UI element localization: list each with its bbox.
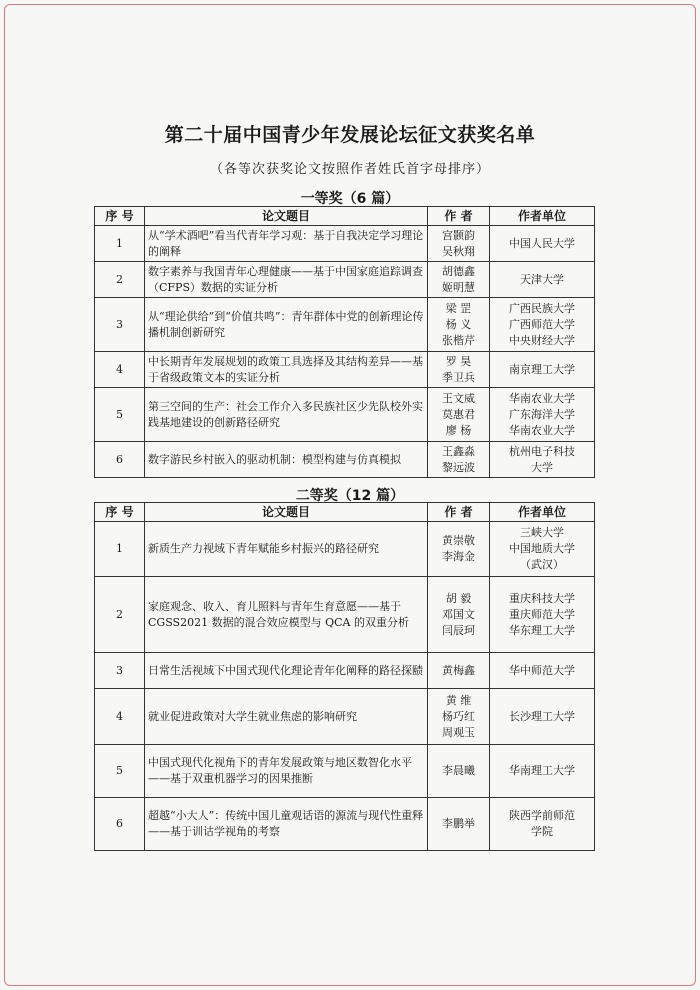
row-topic: 家庭观念、收入、育儿照料与青年生育意愿——基于 CGSS2021 数据的混合效应模型与 QCA 的双重分析 bbox=[145, 577, 428, 653]
row-authors: 王鑫淼 黎远波 bbox=[428, 442, 490, 478]
row-no: 1 bbox=[95, 522, 145, 577]
document-title: 第二十届中国青少年发展论坛征文获奖名单 bbox=[164, 124, 536, 146]
row-units: 中国人民大学 bbox=[490, 226, 595, 262]
header-no: 序 号 bbox=[95, 207, 145, 226]
row-no: 2 bbox=[95, 577, 145, 653]
row-topic: 日常生活视域下中国式现代化理论青年化阐释的路径探赜 bbox=[145, 653, 428, 689]
row-units: 广西民族大学 广西师范大学 中央财经大学 bbox=[490, 298, 595, 352]
row-units: 华南农业大学 广东海洋大学 华南农业大学 bbox=[490, 388, 595, 442]
row-no: 5 bbox=[95, 745, 145, 798]
row-units: 华南理工大学 bbox=[490, 745, 595, 798]
header-authors: 作 者 bbox=[428, 503, 490, 522]
table-row bbox=[95, 442, 595, 478]
row-authors: 宫颢韵 吴秋翔 bbox=[428, 226, 490, 262]
table-row bbox=[95, 262, 595, 298]
row-topic: 新质生产力视域下青年赋能乡村振兴的路径研究 bbox=[145, 522, 428, 577]
table-row bbox=[95, 653, 595, 689]
row-units: 三峡大学 中国地质大学 （武汉） bbox=[490, 522, 595, 577]
table-row bbox=[95, 388, 595, 442]
table-row bbox=[95, 798, 595, 851]
row-authors: 王文威 莫惠君 廖 杨 bbox=[428, 388, 490, 442]
header-unit: 作者单位 bbox=[490, 207, 595, 226]
first-prize-heading: 一等奖（6 篇） bbox=[300, 191, 400, 207]
row-authors: 黄崇敬 李海金 bbox=[428, 522, 490, 577]
row-no: 3 bbox=[95, 653, 145, 689]
row-no: 4 bbox=[95, 689, 145, 745]
table-header-row bbox=[95, 207, 595, 226]
row-units: 陕西学前师范 学院 bbox=[490, 798, 595, 851]
row-topic: 从“理论供给”到“价值共鸣”：青年群体中党的创新理论传播机制创新研究 bbox=[145, 298, 428, 352]
row-no: 2 bbox=[95, 262, 145, 298]
header-topic: 论文题目 bbox=[145, 503, 428, 522]
row-topic: 中国式现代化视角下的青年发展政策与地区数智化水平——基于双重机器学习的因果推断 bbox=[145, 745, 428, 798]
table-header-row bbox=[95, 503, 595, 522]
row-units: 长沙理工大学 bbox=[490, 689, 595, 745]
document-subtitle: （各等次获奖论文按照作者姓氏首字母排序） bbox=[209, 162, 490, 177]
row-no: 6 bbox=[95, 442, 145, 478]
row-authors: 黄梅鑫 bbox=[428, 653, 490, 689]
row-units: 重庆科技大学 重庆师范大学 华东理工大学 bbox=[490, 577, 595, 653]
second-prize-heading: 二等奖（12 篇） bbox=[295, 488, 405, 504]
table-row bbox=[95, 352, 595, 388]
table-row bbox=[95, 689, 595, 745]
row-authors: 胡德鑫 姬明慧 bbox=[428, 262, 490, 298]
row-authors: 罗 昊 季卫兵 bbox=[428, 352, 490, 388]
first-prize-table bbox=[94, 206, 595, 478]
row-topic: 从“学术酒吧”看当代青年学习观：基于自我决定学习理论的阐释 bbox=[145, 226, 428, 262]
row-authors: 胡 毅 邓国文 闫辰珂 bbox=[428, 577, 490, 653]
row-no: 3 bbox=[95, 298, 145, 352]
row-authors: 黄 维 杨巧红 周观玉 bbox=[428, 689, 490, 745]
row-units: 华中师范大学 bbox=[490, 653, 595, 689]
row-topic: 就业促进政策对大学生就业焦虑的影响研究 bbox=[145, 689, 428, 745]
row-authors: 李晨曦 bbox=[428, 745, 490, 798]
table-row bbox=[95, 522, 595, 577]
header-topic: 论文题目 bbox=[145, 207, 428, 226]
row-topic: 超越“小大人”：传统中国儿童观话语的源流与现代性重释——基于训诂学视角的考察 bbox=[145, 798, 428, 851]
row-no: 1 bbox=[95, 226, 145, 262]
row-no: 4 bbox=[95, 352, 145, 388]
row-units: 杭州电子科技 大学 bbox=[490, 442, 595, 478]
table-row bbox=[95, 577, 595, 653]
second-prize-table bbox=[94, 502, 595, 851]
row-no: 6 bbox=[95, 798, 145, 851]
row-authors: 李鹏举 bbox=[428, 798, 490, 851]
row-topic: 数字素养与我国青年心理健康——基于中国家庭追踪调查（CFPS）数据的实证分析 bbox=[145, 262, 428, 298]
table-row bbox=[95, 745, 595, 798]
row-no: 5 bbox=[95, 388, 145, 442]
header-unit: 作者单位 bbox=[490, 503, 595, 522]
row-topic: 数字游民乡村嵌入的驱动机制：模型构建与仿真模拟 bbox=[145, 442, 428, 478]
row-units: 天津大学 bbox=[490, 262, 595, 298]
row-topic: 第三空间的生产：社会工作介入多民族社区少先队校外实践基地建设的创新路径研究 bbox=[145, 388, 428, 442]
table-row bbox=[95, 298, 595, 352]
header-no: 序 号 bbox=[95, 503, 145, 522]
row-authors: 梁 罡 杨 义 张楷芹 bbox=[428, 298, 490, 352]
table-row bbox=[95, 226, 595, 262]
row-topic: 中长期青年发展规划的政策工具选择及其结构差异——基于省级政策文本的实证分析 bbox=[145, 352, 428, 388]
header-authors: 作 者 bbox=[428, 207, 490, 226]
row-units: 南京理工大学 bbox=[490, 352, 595, 388]
